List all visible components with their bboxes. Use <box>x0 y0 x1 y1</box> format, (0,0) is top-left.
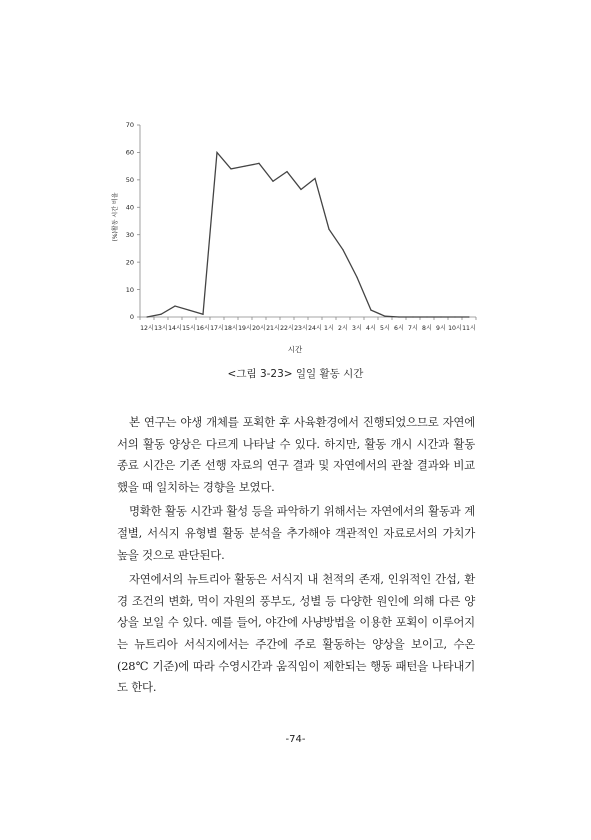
x-tick-label: 24시 <box>308 325 322 332</box>
data-point <box>426 316 427 317</box>
y-tick-label: 20 <box>125 258 134 267</box>
body-text <box>117 412 475 702</box>
x-tick-label: 18시 <box>224 325 238 332</box>
x-tick-label: 23시 <box>294 325 308 332</box>
x-tick-label: 13시 <box>154 325 168 332</box>
paragraph: 명확한 활동 시간과 활성 등을 파악하기 위해서는 자연에서의 활동과 계절별, 서식지 유형별 활동 분석을 추가해야 객관적인 자료로서의 가치가 높을 것으로 판단된다. <box>117 504 475 562</box>
data-point <box>468 316 469 317</box>
x-tick-label: 12시 <box>140 325 154 332</box>
x-tick-label: 3시 <box>352 325 362 332</box>
x-tick-label: 15시 <box>182 325 196 332</box>
y-axis <box>126 121 140 321</box>
data-point <box>286 171 287 172</box>
page-number: -74- <box>285 734 306 745</box>
x-tick-label: 2시 <box>338 325 348 332</box>
y-tick-label: 0 <box>129 313 134 322</box>
data-point <box>160 314 161 315</box>
x-tick-label: 5시 <box>380 325 390 332</box>
data-point <box>356 277 357 278</box>
series <box>146 152 469 318</box>
data-point <box>244 166 245 167</box>
data-point <box>202 314 203 315</box>
y-tick-label: 70 <box>125 121 134 130</box>
y-tick-label: 60 <box>125 148 134 157</box>
y-tick-label: 30 <box>125 230 134 239</box>
x-tick-label: 1시 <box>324 325 334 332</box>
y-axis-label: (%)활동 시간 비율 <box>112 192 119 242</box>
data-point <box>272 181 273 182</box>
x-tick-label: 17시 <box>210 325 224 332</box>
x-axis-label: 시간 <box>287 345 303 354</box>
y-tick-label: 40 <box>125 203 134 212</box>
x-tick-label: 10시 <box>448 325 462 332</box>
data-point <box>300 189 301 190</box>
data-point <box>370 310 371 311</box>
figure-caption: <그림 3-23> 일일 활동 시간 <box>227 368 364 380</box>
paragraph: 자연에서의 뉴트리아 활동은 서식지 내 천적의 존재, 인위적인 간섭, 환경 조건의 변화, 먹이 자원의 풍부도, 성별 등 다양한 원인에 의해 다른 양상을 보일 수 있다. 예를 들어, 야간에 사냥방법을 이용한 포획이 이루어지는 뉴트리아 서식지에서는 주간에 주로 활동하는 양상을 보이고, 수온(28℃ 기준)에 따라 수영시간과 움직임이 제한되는 행동 패턴을 나타내기도 한다. <box>117 572 475 695</box>
x-tick-label: 7시 <box>408 325 418 332</box>
data-point <box>440 316 441 317</box>
data-point <box>342 249 343 250</box>
data-point <box>216 152 217 153</box>
data-point <box>230 168 231 169</box>
data-point <box>328 229 329 230</box>
data-point <box>454 316 455 317</box>
data-point <box>188 310 189 311</box>
x-tick-label: 6시 <box>394 325 404 332</box>
x-tick-label: 19시 <box>238 325 252 332</box>
data-point <box>384 316 385 317</box>
x-tick-label: 16시 <box>196 325 210 332</box>
x-tick-label: 8시 <box>422 325 432 332</box>
x-tick-label: 4시 <box>366 325 376 332</box>
x-tick-label: 11시 <box>462 325 476 332</box>
x-tick-label: 22시 <box>280 325 294 332</box>
data-point <box>398 316 399 317</box>
x-tick-label: 14시 <box>168 325 182 332</box>
data-point <box>146 316 147 317</box>
data-point <box>258 163 259 164</box>
x-tick-label: 9시 <box>436 325 446 332</box>
data-point <box>174 305 175 306</box>
data-point <box>412 316 413 317</box>
x-axis <box>140 317 476 332</box>
activity-line-chart <box>100 112 500 362</box>
data-point <box>314 178 315 179</box>
paragraph: 본 연구는 야생 개체를 포획한 후 사육환경에서 진행되었으므로 자연에서의 활동 양상은 다르게 나타날 수 있다. 하지만, 활동 개시 시간과 활동 종료 시간은 기존 선행 자료의 연구 결과 및 자연에서의 관찰 결과와 비교했을 때 일치하는 경향을 보였다. <box>117 415 475 494</box>
series-line <box>147 152 469 317</box>
y-tick-label: 50 <box>125 176 134 185</box>
y-tick-label: 10 <box>125 285 134 294</box>
x-tick-label: 20시 <box>252 325 266 332</box>
x-tick-label: 21시 <box>266 325 280 332</box>
